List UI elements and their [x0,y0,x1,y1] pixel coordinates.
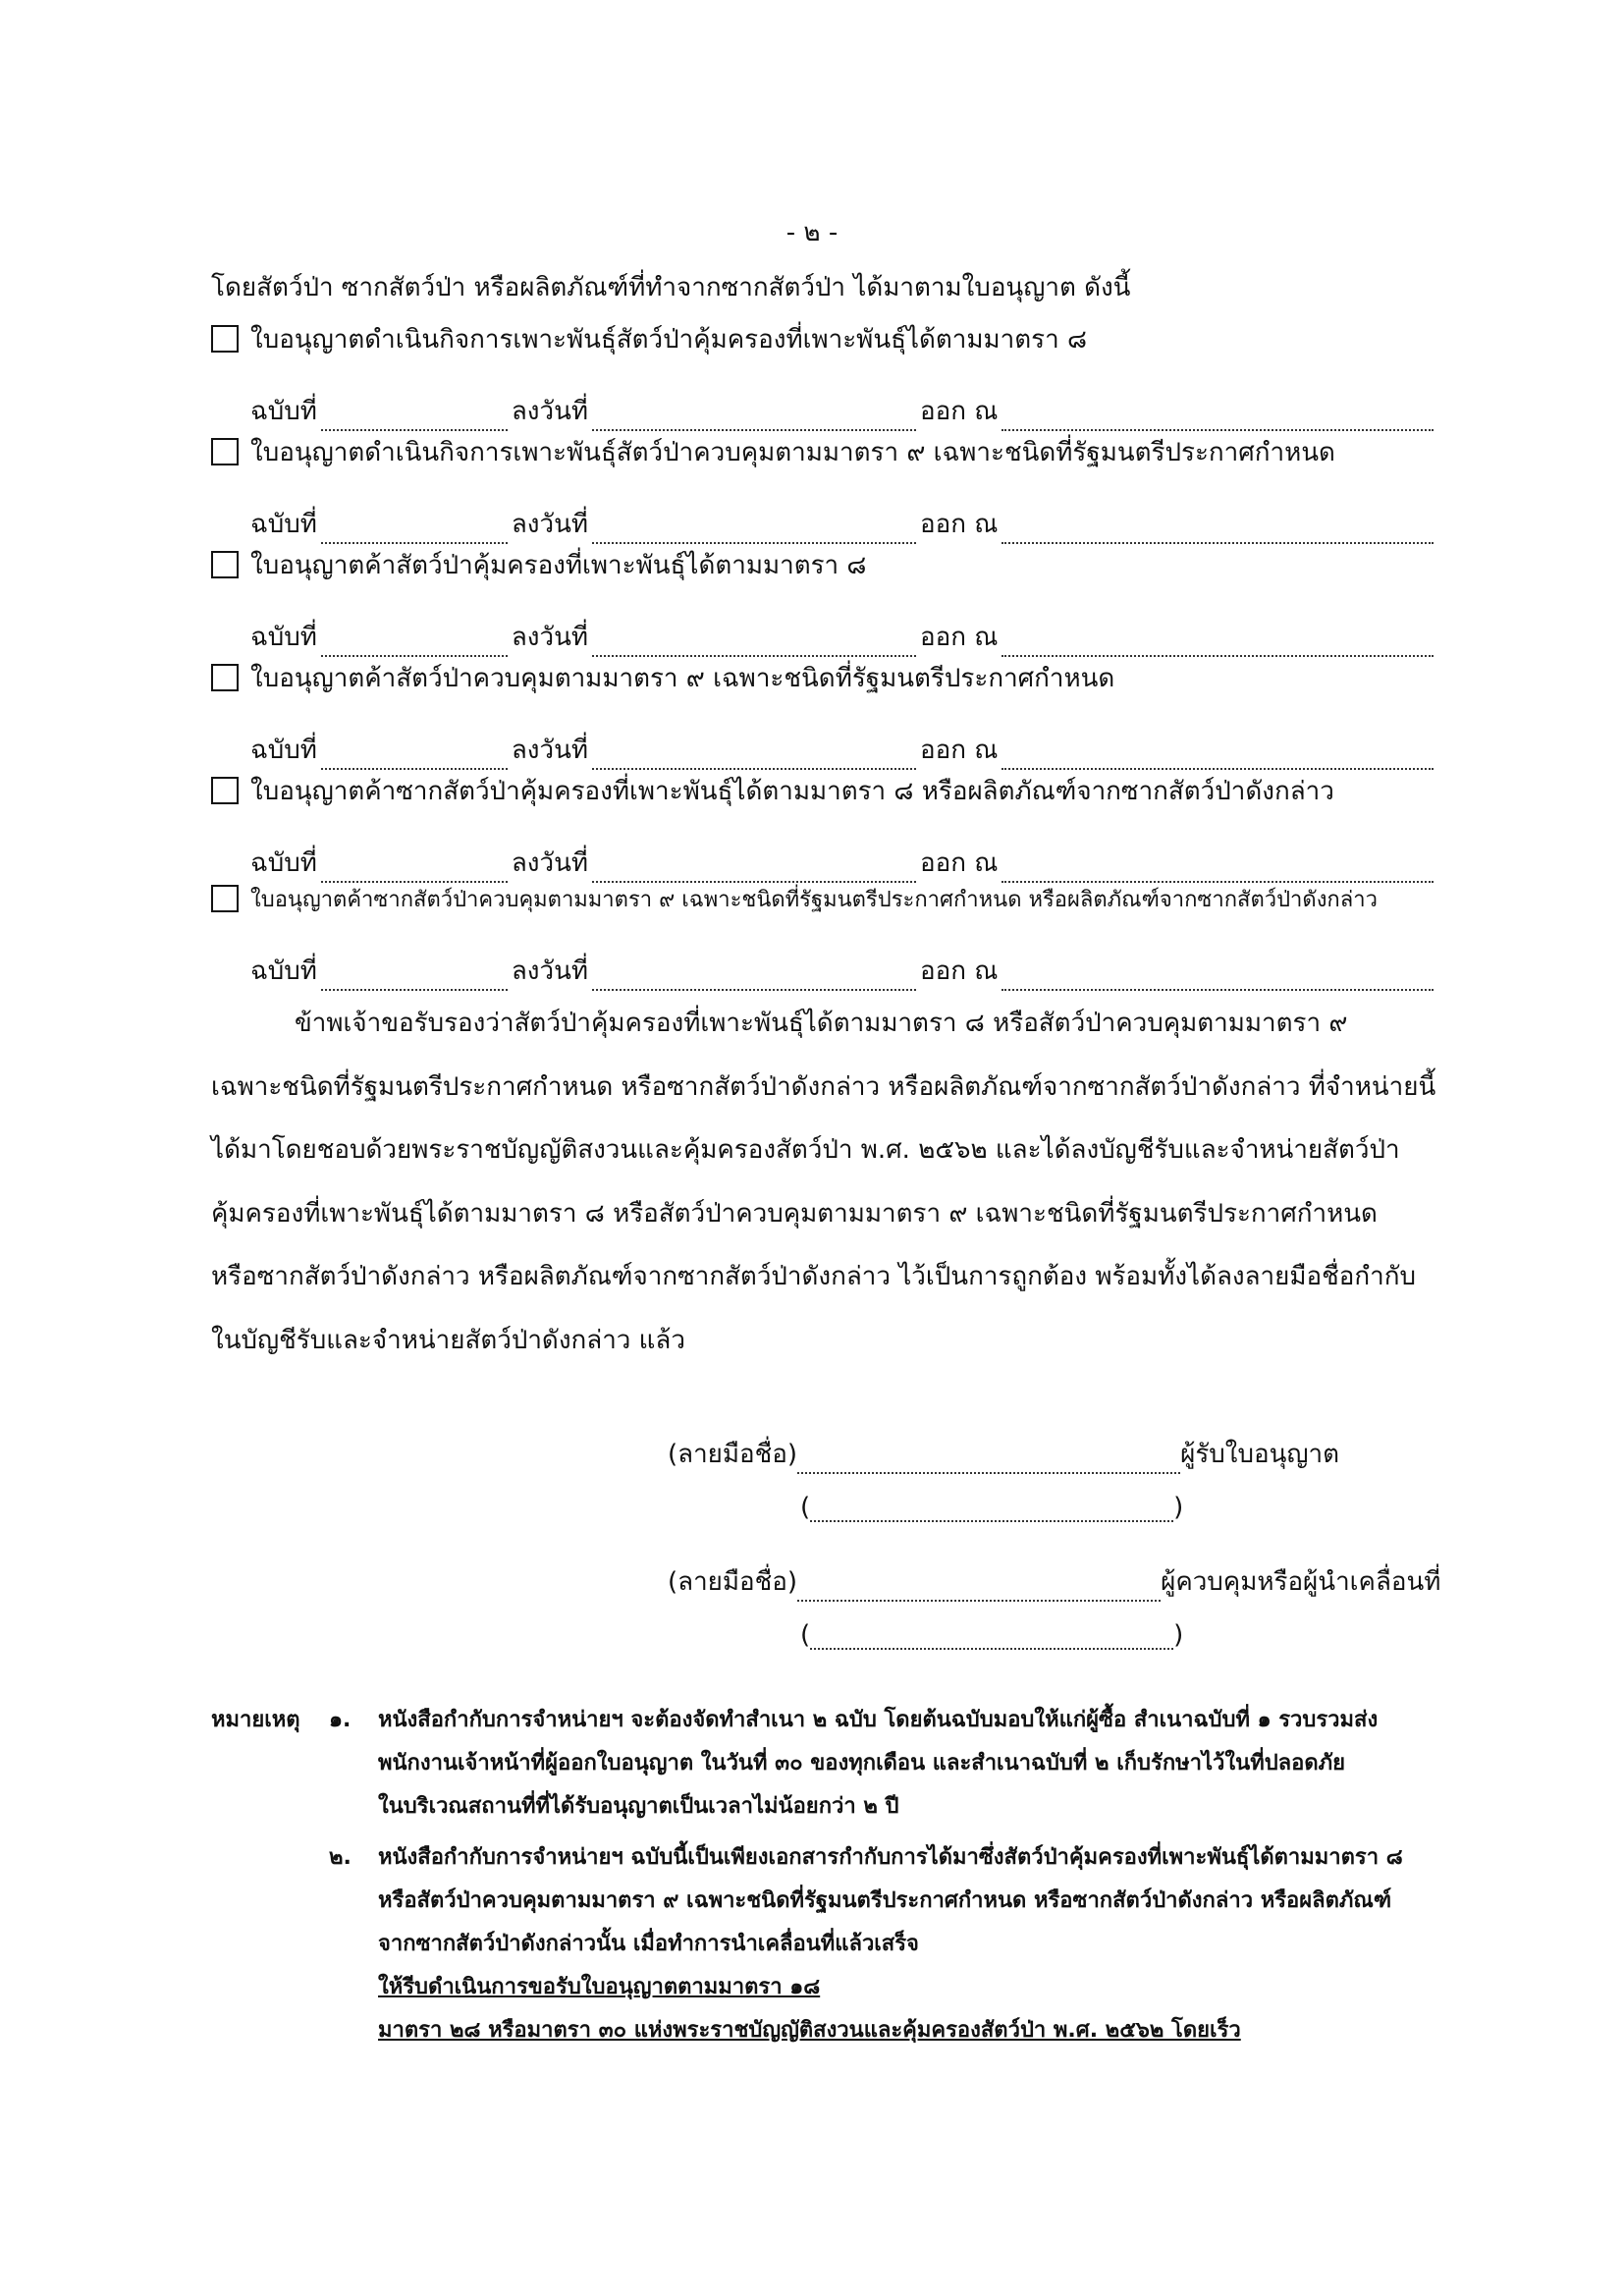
signature-mover-row [668,1561,1440,1602]
close-paren: ) [1173,1493,1184,1522]
license-no-field[interactable] [321,740,508,770]
signature-licensee-row [668,1434,1339,1474]
license-checkbox[interactable] [211,438,239,465]
license-date-field[interactable] [592,515,916,544]
license-no-field[interactable] [321,515,508,544]
license-ref-row [250,731,1468,770]
note-line: หนังสือกำกับการจำหน่ายฯ จะต้องจัดทำสำเนา ๒ ฉบับ โดยต้นฉบับมอบให้แก่ผู้ซื้อ สำเนาฉบับที่ ๑ รวบรวมส่ง [378,1708,1379,1732]
note-line: พนักงานเจ้าหน้าที่ผู้ออกใบอนุญาต ในวันที่ ๓๐ ของทุกเดือน และสำเนาฉบับที่ ๒ เก็บรักษาไว้ในที่ปลอดภัย [378,1751,1346,1776]
license-issued-label: ออก ณ [920,956,999,986]
note-number: ๑. [329,1708,352,1732]
license-issued-label: ออก ณ [920,397,999,426]
license-ref-row [250,392,1468,431]
license-issued-field[interactable] [1001,628,1434,657]
license-date-label: ลงวันที่ [511,956,588,986]
license-date-field[interactable] [592,628,916,657]
certification-line: ได้มาโดยชอบด้วยพระราชบัญญัติสงวนและคุ้มครองสัตว์ป่า พ.ศ. ๒๕๖๒ และได้ลงบัญชีรับและจำหน่ายสัตว์ป่า [211,1135,1400,1165]
license-issued-field[interactable] [1001,515,1434,544]
note-line: หนังสือกำกับการจำหน่ายฯ ฉบับนี้เป็นเพียงเอกสารกำกับการได้มาซึ่งสัตว์ป่าคุ้มครองที่เพาะพันธุ์ได้ตามมาตรา ๘ [378,1845,1403,1870]
license-option-1 [211,319,1468,431]
certification-line: หรือซากสัตว์ป่าดังกล่าว หรือผลิตภัณฑ์จากซากสัตว์ป่าดังกล่าว ไว้เป็นการถูกต้อง พร้อมทั้งได้ลงลายมือชื่อกำกับ [211,1262,1416,1291]
certification-line: ในบัญชีรับและจำหน่ายสัตว์ป่าดังกล่าว แล้ว [211,1325,685,1355]
license-no-field[interactable] [321,961,508,991]
license-label: ใบอนุญาตค้าสัตว์ป่าควบคุมตามมาตรา ๙ เฉพาะชนิดที่รัฐมนตรีประกาศกำหนด [250,663,1115,693]
license-option-3 [211,545,1468,657]
certification-line: ข้าพเจ้าขอรับรองว่าสัตว์ป่าคุ้มครองที่เพาะพันธุ์ได้ตามมาตรา ๘ หรือสัตว์ป่าควบคุมตามมาตรา ๙ [295,1009,1348,1038]
license-date-field[interactable] [592,740,916,770]
license-date-label: ลงวันที่ [511,623,588,652]
license-no-field[interactable] [321,402,508,431]
license-no-label: ฉบับที่ [250,848,317,878]
printed-name-licensee-row [800,1493,1183,1522]
license-date-label: ลงวันที่ [511,397,588,426]
license-label: ใบอนุญาตค้าซากสัตว์ป่าควบคุมตามมาตรา ๙ เฉพาะชนิดที่รัฐมนตรีประกาศกำหนด หรือผลิตภัณฑ์จากซากสัตว์ป่าดังกล่าว [250,887,1378,912]
license-issued-label: ออก ณ [920,848,999,878]
note-number: ๒. [329,1845,352,1870]
license-date-label: ลงวันที่ [511,510,588,539]
license-no-field[interactable] [321,628,508,657]
license-label: ใบอนุญาตดำเนินกิจการเพาะพันธุ์สัตว์ป่าควบคุมตามมาตรา ๙ เฉพาะชนิดที่รัฐมนตรีประกาศกำหนด [250,437,1335,467]
open-paren: ( [800,1493,811,1522]
open-paren: ( [800,1620,811,1650]
license-option-2 [211,432,1468,544]
signature-field[interactable] [797,1572,1161,1602]
license-no-label: ฉบับที่ [250,736,317,765]
license-issued-label: ออก ณ [920,623,999,652]
license-checkbox[interactable] [211,325,239,353]
close-paren: ) [1173,1620,1184,1650]
note-line: ในบริเวณสถานที่ที่ได้รับอนุญาตเป็นเวลาไม่น้อยกว่า ๒ ปี [378,1794,899,1819]
note-line [378,1923,1478,2009]
license-date-field[interactable] [592,402,916,431]
signature-role-mover: ผู้ควบคุมหรือผู้นำเคลื่อนที่ [1161,1567,1441,1597]
license-issued-field[interactable] [1001,402,1434,431]
license-date-label: ลงวันที่ [511,736,588,765]
note-line-underlined: ให้รีบดำเนินการขอรับใบอนุญาตตามมาตรา ๑๘ [378,1975,821,1999]
signature-label: (ลายมือชื่อ) [668,1440,798,1469]
license-issued-label: ออก ณ [920,510,999,539]
license-option-4 [211,658,1468,770]
signature-field[interactable] [797,1445,1180,1474]
license-date-label: ลงวันที่ [511,848,588,878]
license-no-label: ฉบับที่ [250,397,317,426]
license-checkbox[interactable] [211,664,239,691]
certification-line: เฉพาะชนิดที่รัฐมนตรีประกาศกำหนด หรือซากสัตว์ป่าดังกล่าว หรือผลิตภัณฑ์จากซากสัตว์ป่าดังกล่าว ที่จำหน่ายนี้ [211,1071,1436,1102]
printed-name-field[interactable] [810,1493,1173,1522]
license-date-field[interactable] [592,961,916,991]
license-ref-row [250,952,1468,991]
license-no-label: ฉบับที่ [250,623,317,652]
page-number: - ๒ - [785,218,839,247]
license-label: ใบอนุญาตค้าซากสัตว์ป่าคุ้มครองที่เพาะพันธุ์ได้ตามมาตรา ๘ หรือผลิตภัณฑ์จากซากสัตว์ป่าดังกล่าว [250,776,1334,806]
license-issued-field[interactable] [1001,740,1434,770]
license-checkbox[interactable] [211,551,239,578]
signature-label: (ลายมือชื่อ) [668,1567,798,1597]
printed-name-mover-row [800,1620,1183,1650]
license-checkbox[interactable] [211,885,239,912]
note-line-underlined: มาตรา ๒๘ หรือมาตรา ๓๐ แห่งพระราชบัญญัติสงวนและคุ้มครองสัตว์ป่า พ.ศ. ๒๕๖๒ โดยเร็ว [378,2018,1241,2043]
license-ref-row [250,618,1468,657]
license-checkbox[interactable] [211,777,239,804]
notes-heading: หมายเหตุ [211,1708,300,1732]
printed-name-field[interactable] [810,1620,1173,1650]
license-option-6 [211,879,1468,991]
signature-role-licensee: ผู้รับใบอนุญาต [1180,1440,1340,1469]
license-label: ใบอนุญาตค้าสัตว์ป่าคุ้มครองที่เพาะพันธุ์ได้ตามมาตรา ๘ [250,550,867,580]
license-issued-field[interactable] [1001,961,1434,991]
license-label: ใบอนุญาตดำเนินกิจการเพาะพันธุ์สัตว์ป่าคุ้มครองที่เพาะพันธุ์ได้ตามมาตรา ๘ [250,324,1088,355]
license-option-5 [211,771,1468,883]
note-line: หรือสัตว์ป่าควบคุมตามมาตรา ๙ เฉพาะชนิดที่รัฐมนตรีประกาศกำหนด หรือซากสัตว์ป่าดังกล่าว หรือผลิตภัณฑ์ [378,1888,1392,1913]
intro-text: โดยสัตว์ป่า ซากสัตว์ป่า หรือผลิตภัณฑ์ที่ทำจากซากสัตว์ป่า ได้มาตามใบอนุญาต ดังนี้ [211,273,1131,302]
note-line-plain: จากซากสัตว์ป่าดังกล่าวนั้น เมื่อทำการนำเคลื่อนที่แล้วเสร็จ [378,1932,919,1956]
license-issued-label: ออก ณ [920,736,999,765]
license-ref-row [250,844,1468,883]
license-no-label: ฉบับที่ [250,956,317,986]
license-ref-row [250,505,1468,544]
certification-paragraph [211,992,1468,1372]
notes-section [211,1699,1488,2043]
license-no-label: ฉบับที่ [250,510,317,539]
certification-line: คุ้มครองที่เพาะพันธุ์ได้ตามมาตรา ๘ หรือสัตว์ป่าควบคุมตามมาตรา ๙ เฉพาะชนิดที่รัฐมนตรีประกาศกำหนด [211,1198,1378,1229]
